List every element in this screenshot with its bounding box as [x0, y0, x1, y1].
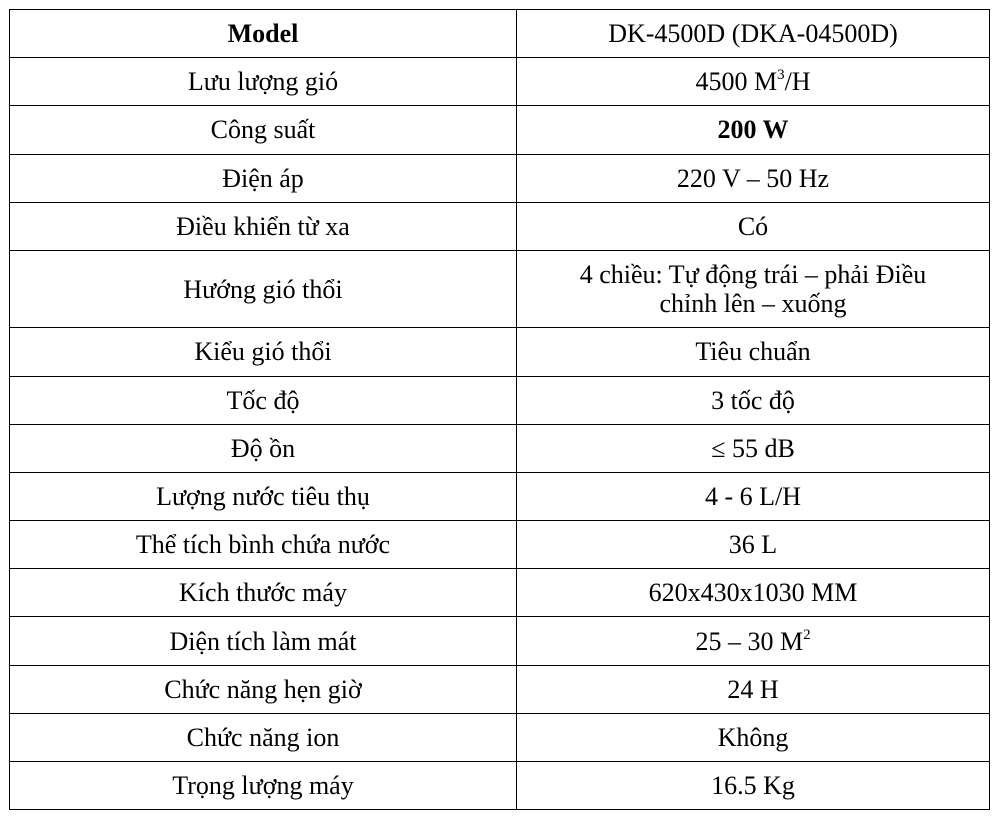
table-row [10, 472, 990, 520]
row-value: 36 L [517, 521, 990, 569]
table-header-row [10, 10, 990, 58]
row-value: Có [517, 202, 990, 250]
direction-value-line2: chỉnh lên – xuống [659, 289, 847, 319]
row-label: Hướng gió thổi [10, 250, 517, 327]
header-label: Model [10, 10, 517, 58]
airflow-value: 4500 M [695, 67, 778, 97]
row-label: Lượng nước tiêu thụ [10, 472, 517, 520]
row-value: ≤ 55 dB [517, 424, 990, 472]
row-value: 4 - 6 L/H [517, 472, 990, 520]
row-label: Điều khiển từ xa [10, 202, 517, 250]
row-label: Diện tích làm mát [10, 617, 517, 665]
table-row [10, 376, 990, 424]
direction-value-line1: 4 chiều: Tự động trái – phải Điều [579, 260, 927, 290]
spec-table [9, 9, 990, 810]
row-label: Công suất [10, 106, 517, 154]
row-value [517, 250, 990, 327]
table-row [10, 58, 990, 106]
cooling-area-superscript: 2 [803, 626, 811, 643]
row-value: 200 W [517, 106, 990, 154]
table-row [10, 154, 990, 202]
table-row [10, 665, 990, 713]
row-value [517, 58, 990, 106]
table-row [10, 617, 990, 665]
table-row [10, 250, 990, 327]
row-label: Lưu lượng gió [10, 58, 517, 106]
row-label: Điện áp [10, 154, 517, 202]
row-value: Không [517, 713, 990, 761]
table-row [10, 328, 990, 376]
table-row [10, 202, 990, 250]
row-value: 3 tốc độ [517, 376, 990, 424]
table-row [10, 521, 990, 569]
row-label: Kích thước máy [10, 569, 517, 617]
row-value: Tiêu chuẩn [517, 328, 990, 376]
row-label: Kiểu gió thổi [10, 328, 517, 376]
row-label: Chức năng ion [10, 713, 517, 761]
table-row [10, 424, 990, 472]
table-row [10, 106, 990, 154]
row-value: 220 V – 50 Hz [517, 154, 990, 202]
header-value: DK-4500D (DKA-04500D) [517, 10, 990, 58]
row-label: Chức năng hẹn giờ [10, 665, 517, 713]
cooling-area-value: 25 – 30 M [695, 626, 804, 656]
row-label: Tốc độ [10, 376, 517, 424]
table-row [10, 762, 990, 810]
row-label: Trọng lượng máy [10, 762, 517, 810]
row-value [517, 617, 990, 665]
table-row [10, 569, 990, 617]
row-value: 24 H [517, 665, 990, 713]
airflow-superscript: 3 [777, 67, 785, 84]
row-label: Độ ồn [10, 424, 517, 472]
row-value: 16.5 Kg [517, 762, 990, 810]
airflow-suffix: /H [784, 67, 811, 97]
table-row [10, 713, 990, 761]
row-value: 620x430x1030 MM [517, 569, 990, 617]
row-label: Thể tích bình chứa nước [10, 521, 517, 569]
